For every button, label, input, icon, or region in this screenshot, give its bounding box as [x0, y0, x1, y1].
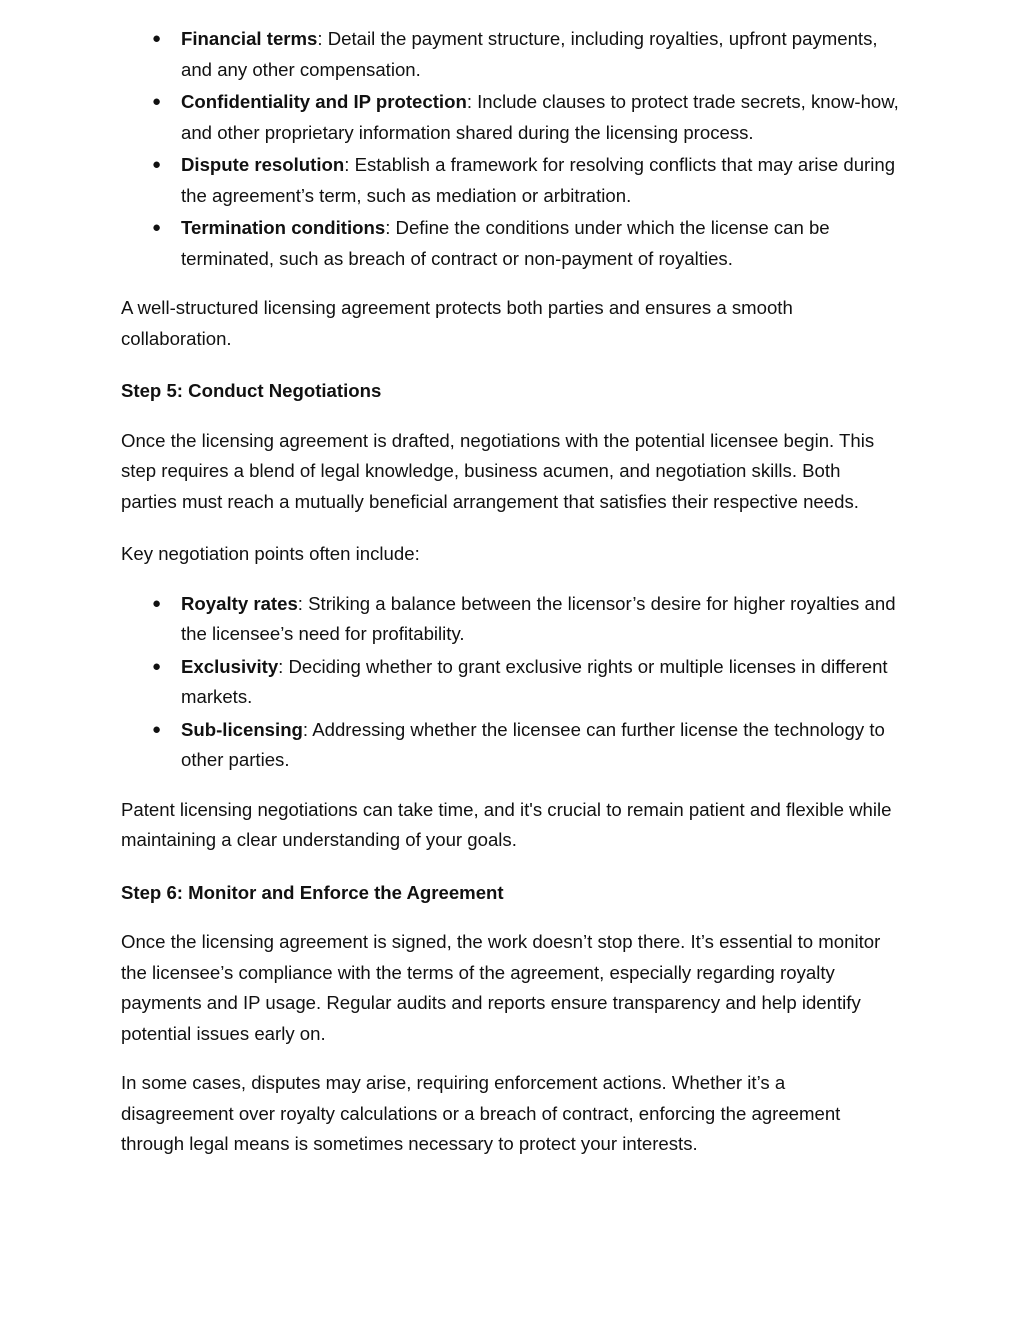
paragraph: Key negotiation points often include:	[121, 543, 420, 564]
list-item	[121, 150, 901, 211]
list-item-term: Dispute resolution	[181, 154, 345, 175]
paragraph: Patent licensing negotiations can take time, and it's crucial to remain patient and flexible while maintaining a clear understanding of your goals.	[121, 798, 892, 850]
list-item-text: : Striking a balance between the licensor’s desire for higher royalties and the licensee’s need for profitability.	[181, 592, 896, 644]
list-item	[121, 715, 901, 776]
bullet-icon: ●	[152, 156, 162, 173]
bullet-icon: ●	[152, 720, 162, 738]
bullet-icon: ●	[152, 219, 162, 236]
list-item-term: Confidentiality and IP protection	[181, 91, 467, 112]
list-item-text: : Establish a framework for resolving conflicts that may arise during the agreement’s term, such as mediation or arbitration.	[181, 154, 896, 206]
list-item	[121, 213, 901, 274]
agreement-terms-list	[121, 24, 901, 274]
paragraph: Once the licensing agreement is drafted, negotiations with the potential licensee begin. This step requires a blend of legal knowledge, business acumen, and negotiation skills. Both parties must reach a mutually beneficial arrangement that satisfies their respective needs.	[121, 429, 875, 512]
document-body	[121, 24, 901, 1160]
list-item-text: : Detail the payment structure, including royalties, upfront payments, and any other compensation.	[181, 28, 878, 80]
section-heading: Step 6: Monitor and Enforce the Agreement	[121, 881, 504, 903]
list-item-text: : Deciding whether to grant exclusive rights or multiple licenses in different markets.	[181, 655, 888, 707]
bullet-icon: ●	[152, 657, 162, 675]
paragraph: Once the licensing agreement is signed, the work doesn’t stop there. It’s essential to monitor the licensee’s compliance with the terms of the agreement, especially regarding royalty payments and IP usage. Regular audits and reports ensure transparency and help identify potential issues early on.	[121, 931, 881, 1044]
section-heading: Step 5: Conduct Negotiations	[121, 380, 382, 401]
bullet-icon: ●	[152, 93, 162, 110]
list-item-term: Termination conditions	[181, 217, 386, 238]
list-item-term: Financial terms	[181, 28, 318, 49]
list-item-text: : Include clauses to protect trade secrets, know-how, and other proprietary information shared during the licensing process.	[181, 91, 899, 143]
list-item	[121, 652, 901, 713]
bullet-icon: ●	[152, 594, 162, 612]
bullet-icon: ●	[152, 30, 162, 47]
list-item-term: Royalty rates	[181, 592, 298, 614]
list-item-text: : Addressing whether the licensee can further license the technology to other parties.	[181, 718, 885, 770]
list-item	[121, 589, 901, 650]
list-item-text: : Define the conditions under which the license can be terminated, such as breach of contract or non-payment of royalties.	[181, 217, 830, 269]
list-item	[121, 24, 901, 85]
paragraph: A well-structured licensing agreement protects both parties and ensures a smooth collaboration.	[121, 297, 793, 349]
list-item	[121, 87, 901, 148]
list-item-term: Sub-licensing	[181, 718, 303, 740]
negotiation-points-list	[121, 589, 901, 776]
list-item-term: Exclusivity	[181, 655, 279, 677]
paragraph: In some cases, disputes may arise, requiring enforcement actions. Whether it’s a disagreement over royalty calculations or a breach of contract, enforcing the agreement through legal means is sometimes necessary to protect your interests.	[121, 1072, 841, 1154]
